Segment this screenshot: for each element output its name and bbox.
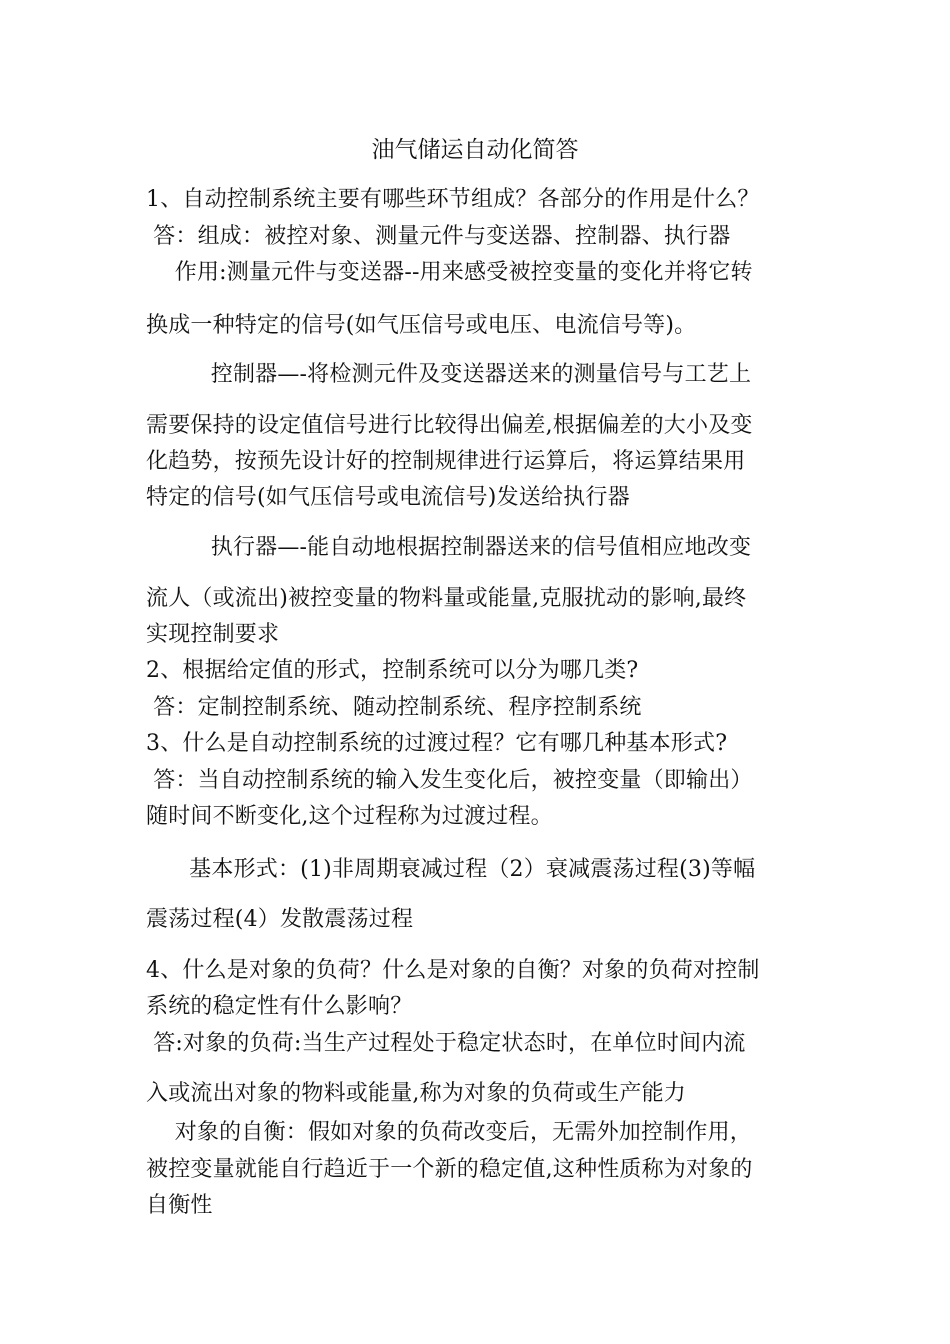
answer-4-load: 答:对象的负荷:当生产过程处于稳定状态时，在单位时间内流 <box>146 1031 746 1056</box>
answer-1-components: 答：组成：被控对象、测量元件与变送器、控制器、执行器 <box>146 224 731 249</box>
question-1: 1、自动控制系统主要有哪些环节组成？各部分的作用是什么？ <box>146 187 760 212</box>
answer-4-text-line: 自衡性 <box>146 1193 213 1218</box>
question-3: 3、什么是自动控制系统的过渡过程？它有哪几种基本形式? <box>146 731 728 756</box>
answer-3-forms: 基本形式：(1)非周期衰减过程（2）衰减震荡过程(3)等幅 <box>146 857 756 882</box>
question-4-text-line: 系统的稳定性有什么影响？ <box>146 994 413 1019</box>
answer-4-text-line: 被控变量就能自行趋近于一个新的稳定值,这种性质称为对象的 <box>146 1157 753 1182</box>
answer-1-controller: 控制器—-将检测元件及变送器送来的测量信号与工艺上 <box>146 362 752 387</box>
answer-3: 答：当自动控制系统的输入发生变化后，被控变量（即输出） <box>146 768 753 793</box>
answer-1-text-line: 需要保持的设定值信号进行比较得出偏差,根据偏差的大小及变 <box>146 413 753 438</box>
answer-1-text-line: 换成一种特定的信号(如气压信号或电压、电流信号等)。 <box>146 313 697 338</box>
answer-1-text-line: 特定的信号(如气压信号或电流信号)发送给执行器 <box>146 485 630 510</box>
answer-1-text-line: 流人（或流出)被控变量的物料量或能量,克服扰动的影响,最终 <box>146 586 747 611</box>
answer-2: 答：定制控制系统、随动控制系统、程序控制系统 <box>146 695 642 720</box>
document-title: 油气储运自动化简答 <box>371 137 579 163</box>
answer-3-text-line: 随时间不断变化,这个过程称为过渡过程。 <box>146 804 553 829</box>
answer-1-text-line: 化趋势，按预先设计好的控制规律进行运算后，将运算结果用 <box>146 449 746 474</box>
answer-4-text-line: 入或流出对象的物料或能量,称为对象的负荷或生产能力 <box>146 1081 686 1106</box>
answer-1-text-line: 作用:测量元件与变送器--用来感受被控变量的变化并将它转 <box>146 260 753 285</box>
question-2: 2、根据给定值的形式，控制系统可以分为哪几类? <box>146 658 639 683</box>
question-4: 4、什么是对象的负荷？什么是对象的自衡？对象的负荷对控制 <box>146 958 760 983</box>
answer-4-self-regulation: 对象的自衡：假如对象的负荷改变后，无需外加控制作用， <box>146 1120 752 1145</box>
answer-3-text-line: 震荡过程(4）发散震荡过程 <box>146 907 414 932</box>
answer-1-actuator: 执行器—-能自动地根据控制器送来的信号值相应地改变 <box>146 535 752 560</box>
answer-1-text-line: 实现控制要求 <box>146 622 280 647</box>
